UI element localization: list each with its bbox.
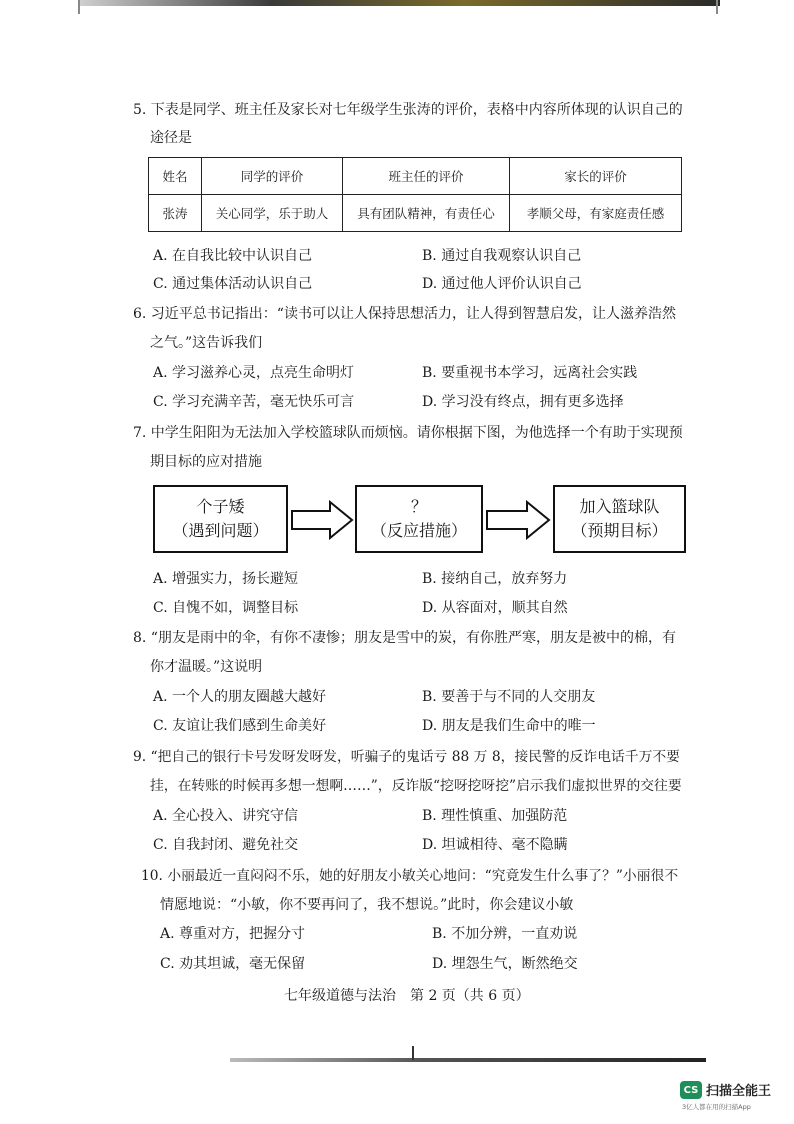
flow-box-title: 个子矮 — [196, 497, 245, 516]
q5-option-d[interactable]: D. 通过他人评价认识自己 — [422, 276, 582, 292]
table-cell: 孝顺父母，有家庭责任感 — [510, 195, 682, 232]
q6-option-b[interactable]: B. 要重视书本学习，远离社会实践 — [422, 365, 638, 381]
q6-option-a[interactable]: A. 学习滋养心灵，点亮生命明灯 — [153, 365, 355, 381]
flow-arrow-icon — [290, 500, 354, 540]
flow-box-response — [355, 485, 483, 553]
q5-stem-line2: 途径是 — [150, 130, 192, 146]
q5-stem-line1: 5. 下表是同学、班主任及家长对七年级学生张涛的评价，表格中内容所体现的认识自己的 — [133, 102, 683, 118]
table-header-cell: 姓名 — [149, 158, 202, 195]
q5-option-b[interactable]: B. 通过自我观察认识自己 — [422, 248, 582, 264]
page-footer: 七年级道德与法治 第 2 页（共 6 页） — [284, 988, 530, 1004]
q7-stem-line1: 7. 中学生阳阳为无法加入学校篮球队而烦恼。请你根据下图，为他选择一个有助于实现预 — [133, 425, 683, 441]
q9-option-c[interactable]: C. 自我封闭、避免社交 — [153, 837, 299, 853]
watermark-tagline: 3亿人都在用的扫描App — [682, 1103, 751, 1111]
q8-stem-line2: 你才温暖。”这说明 — [150, 659, 263, 675]
q9-stem-line1: 9. “把自己的银行卡号发呀发呀发，听骗子的鬼话亏 88 万 8，接民警的反诈电话千万不要 — [133, 749, 680, 765]
q7-option-a[interactable]: A. 增强实力，扬长避短 — [153, 571, 299, 587]
q7-stem-line2: 期目标的应对措施 — [150, 454, 262, 470]
scan-edge-bottom — [230, 1058, 706, 1062]
flow-box-title: 加入篮球队 — [579, 497, 660, 516]
table-cell: 张涛 — [149, 195, 202, 232]
q8-option-c[interactable]: C. 友谊让我们感到生命美好 — [153, 718, 327, 734]
scan-mark-right — [716, 0, 718, 14]
q7-option-c[interactable]: C. 自愧不如，调整目标 — [153, 600, 299, 616]
q6-option-d[interactable]: D. 学习没有终点，拥有更多选择 — [422, 394, 624, 410]
q10-option-b[interactable]: B. 不加分辨，一直劝说 — [432, 926, 578, 942]
q10-option-a[interactable]: A. 尊重对方，把握分寸 — [160, 926, 306, 942]
q6-stem-line1: 6. 习近平总书记指出：“读书可以让人保持思想活力，让人得到智慧启发，让人滋养浩然 — [133, 306, 676, 322]
flow-box-caption: （预期目标） — [571, 521, 668, 540]
scan-mark-left — [78, 0, 80, 14]
flow-box-title: ？ — [410, 497, 427, 516]
q7-option-b[interactable]: B. 接纳自己，放弃努力 — [422, 571, 568, 587]
q7-option-d[interactable]: D. 从容面对，顺其自然 — [422, 600, 568, 616]
camscanner-logo-icon: CS — [680, 1081, 702, 1099]
q9-option-a[interactable]: A. 全心投入、讲究守信 — [153, 808, 299, 824]
scan-mark-bottom — [412, 1046, 414, 1060]
q6-stem-line2: 之气。”这告诉我们 — [150, 335, 263, 351]
table-header-row — [149, 158, 682, 195]
q10-option-d[interactable]: D. 埋怨生气，断然绝交 — [432, 956, 578, 972]
q8-stem-line1: 8. “朋友是雨中的伞，有你不凄惨；朋友是雪中的炭，有你胜严寒，朋友是被中的棉，有 — [133, 630, 676, 646]
q8-option-d[interactable]: D. 朋友是我们生命中的唯一 — [422, 718, 596, 734]
table-cell: 关心同学，乐于助人 — [202, 195, 343, 232]
flow-box-problem — [153, 485, 288, 553]
table-header-cell: 班主任的评价 — [343, 158, 510, 195]
q10-option-c[interactable]: C. 劝其坦诚，毫无保留 — [160, 956, 306, 972]
flow-box-caption: （遇到问题） — [172, 521, 269, 540]
q5-option-a[interactable]: A. 在自我比较中认识自己 — [153, 248, 313, 264]
q9-option-b[interactable]: B. 理性慎重、加强防范 — [422, 808, 568, 824]
q9-option-d[interactable]: D. 坦诚相待、毫不隐瞒 — [422, 837, 568, 853]
flow-arrow-icon — [485, 500, 551, 540]
q9-stem-line2: 挂，在转账的时候再多想一想啊……”，反诈版“挖呀挖呀挖”启示我们虚拟世界的交往要 — [150, 778, 682, 794]
flow-box-caption: （反应措施） — [370, 521, 467, 540]
q10-stem-line2: 情愿地说：“小敏，你不要再问了，我不想说。”此时，你会建议小敏 — [160, 897, 574, 913]
q8-option-b[interactable]: B. 要善于与不同的人交朋友 — [422, 689, 596, 705]
q6-option-c[interactable]: C. 学习充满辛苦，毫无快乐可言 — [153, 394, 355, 410]
watermark-app-name: 扫描全能王 — [706, 1084, 772, 1099]
q10-stem-line1: 10. 小丽最近一直闷闷不乐，她的好朋友小敏关心地问：“究竟发生什么事了？”小丽很不 — [141, 868, 679, 884]
evaluation-table — [148, 157, 682, 232]
table-cell: 具有团队精神，有责任心 — [343, 195, 510, 232]
table-header-cell: 同学的评价 — [202, 158, 343, 195]
flow-box-goal — [553, 485, 686, 553]
table-header-cell: 家长的评价 — [510, 158, 682, 195]
scan-edge-top — [80, 0, 720, 6]
q5-option-c[interactable]: C. 通过集体活动认识自己 — [153, 276, 313, 292]
table-row — [149, 195, 682, 232]
q8-option-a[interactable]: A. 一个人的朋友圈越大越好 — [153, 689, 327, 705]
